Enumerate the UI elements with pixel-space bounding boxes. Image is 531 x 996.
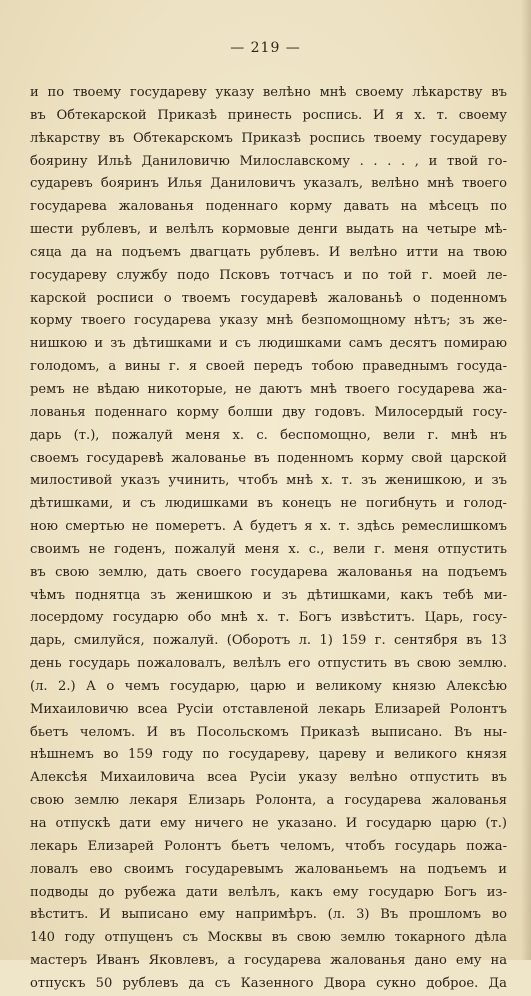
text-line: дарь (т.), пожалуй меня х. с. беспомощно, вели г. мнѣ нъ — [30, 427, 507, 443]
text-line: въ свою землю, дать своего государева жалованья на подъемъ — [30, 564, 507, 580]
text-line: отпускъ 50 рублевъ да съ Казенного Двора сукно доброе. Да — [30, 975, 507, 991]
text-line: Михаиловичю всеа Русіи отставленой лекарь Елизарей Ролонтъ — [30, 701, 507, 717]
text-line: лосердому государю обо мнѣ х. т. Богъ извѣститъ. Царь, госу- — [30, 610, 507, 626]
text-line: дарь, смилуйся, пожалуй. (Оборотъ л. 1) 159 г. сентября въ 13 — [30, 633, 507, 649]
text-line: карской росписи о твоемъ государевѣ жалованьѣ о поденномъ — [30, 290, 507, 306]
text-line: на отпускѣ дати ему ничего не указано. И государю царю (т.) — [30, 816, 507, 831]
text-line: сяца да на подъемъ двагцать рублевъ. И велѣно итти на твою — [30, 244, 507, 260]
text-line: лѣкарству въ Обтекарскомъ Приказѣ роспись твоему государеву — [30, 130, 507, 146]
text-line: своемъ государевѣ жалованье въ поденномъ корму свой царской — [30, 450, 507, 466]
page-gutter-shadow — [521, 0, 531, 960]
text-line: мастеръ Иванъ Яковлевъ, а государева жалованья дано ему на — [30, 953, 507, 969]
text-line: голодомъ, а вины г. я своей передъ тобою праведнымъ госуда- — [30, 359, 507, 375]
text-line: корму твоего государева указу мнѣ безпомощному нѣтъ; зъ же- — [30, 313, 507, 329]
text-line: боярину Ильѣ Даниловичю Милославскому . . . . , и твой го- — [30, 153, 507, 169]
text-line: ною смертью не померетъ. А будетъ я х. т. здѣсь ремеслишкомъ — [30, 519, 507, 535]
text-line: ремъ не вѣдаю никоторые, не даютъ мнѣ твоего государева жа- — [30, 381, 507, 397]
text-line: государева жалованья поденнаго корму давать на мѣсецъ по — [30, 199, 507, 215]
text-line: въ Обтекарской Приказѣ принесть роспись. И я х. т. своему — [30, 107, 507, 123]
body-text — [30, 82, 507, 996]
text-line: ловалъ ево своимъ государевымъ жалованьемъ на подъемъ и — [30, 861, 507, 877]
text-line: нишкою и зъ дѣтишками и съ людишками самъ десятъ помираю — [30, 336, 507, 352]
text-line: шести рублевъ, и велѣлъ кормовые денги выдать на четыре мѣ- — [30, 222, 507, 238]
text-line: день государь пожаловалъ, велѣлъ его отпустить въ свою землю. — [30, 656, 507, 672]
text-line: (л. 2.) А о чемъ государю, царю и великому князю Алексѣю — [30, 678, 507, 694]
text-line: дѣтишками, и съ людишками въ конецъ не погибнуть и голод- — [30, 496, 507, 512]
text-line: нѣшнемъ во 159 году по государеву, цареву и великого князя — [30, 747, 507, 763]
text-line: лекарь Елизарей Ролонтъ бьетъ челомъ, чтобъ государь пожа- — [30, 838, 507, 854]
text-line: милостивой указъ учинить, чтобъ мнѣ х. т. зъ женишкою, и зъ — [30, 473, 507, 489]
text-line: сударевъ бояринъ Илья Даниловичъ указалъ, велѣно мнѣ твоего — [30, 176, 507, 192]
text-line: лованья поденнаго корму болши дву годовъ. Милосердый госу- — [30, 404, 507, 420]
page-number: — 219 — — [230, 40, 301, 56]
text-line: вѣститъ. И выписано ему напримѣръ. (л. 3) Въ прошломъ во — [30, 907, 507, 923]
text-line: Алексѣя Михаиловича всеа Русіи указу велѣно отпустить въ — [30, 770, 507, 786]
text-line: чѣмъ поднятца зъ женишкою и зъ дѣтишками, какъ тебѣ ми- — [30, 587, 507, 603]
text-line: и по твоему государеву указу велѣно мнѣ своему лѣкарству въ — [30, 85, 507, 100]
text-line: своимъ не годенъ, пожалуй меня х. с., вели г. меня отпустить — [30, 541, 507, 557]
text-line: государеву службу подо Псковъ тотчасъ и по той г. моей ле- — [30, 267, 507, 283]
text-line: свою землю лекаря Елизарь Ролонта, а государева жалованья — [30, 793, 507, 809]
text-line: бьетъ челомъ. И въ Посольскомъ Приказѣ выписано. Въ ны- — [30, 724, 507, 740]
text-line: 140 году отпущенъ съ Москвы въ свою землю токарного дѣла — [30, 930, 507, 946]
text-line: подводы до рубежа дати велѣлъ, какъ ему государю Богъ из- — [30, 884, 507, 900]
